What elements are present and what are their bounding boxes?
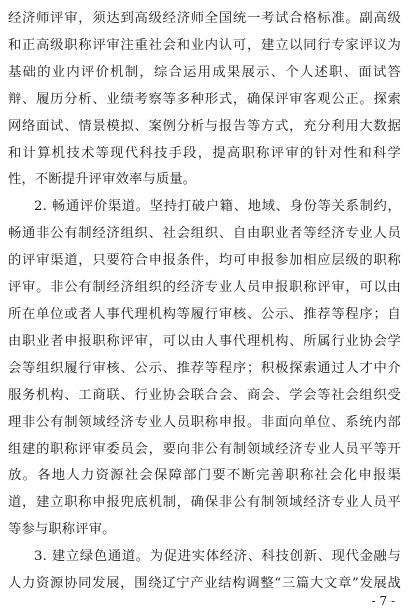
- text-line: 由职业者申报职称评审，可以由人事代理机构、所属行业协会学: [8, 333, 401, 349]
- paragraph-evaluation-channels: [8, 194, 401, 544]
- text-line: 和正高级职称评审注重社会和业内认可，建立以同行专家评议为: [8, 37, 401, 53]
- text-line: 道，建立职称申报兜底机制，确保非公有制领域经济专业人员平: [8, 495, 401, 511]
- text-line: 所在单位或者人事代理机构等履行审核、公示、推荐等程序；自: [8, 306, 401, 322]
- text-line: 理非公有制领域经济专业人员职称申报。非面向单位、系统内部: [8, 414, 401, 430]
- text-line: 等参与职称评审。: [8, 522, 116, 538]
- text-line: 3. 建立绿色通道。为促进实体经济、科技创新、现代金融与: [34, 549, 401, 565]
- text-line: 会等组织履行审核、公示、推荐等程序；积极探索通过人才中介: [8, 360, 401, 376]
- text-line: 性，不断提升评审效率与质量。: [8, 172, 197, 188]
- page-number: - 7 -: [371, 594, 395, 608]
- text-line: 服务机构、工商联、行业协会联合会、商会、学会等社会组织受: [8, 387, 401, 403]
- text-line: 和计算机技术等现代科技手段，提高职称评审的针对性和科学: [8, 145, 401, 161]
- paragraph-green-channel: [8, 544, 401, 598]
- text-line: 经济师评审，须达到高级经济师全国统一考试合格标准。副高级: [8, 11, 401, 26]
- text-line: 畅通非公有制经济组织、社会组织、自由职业者等经济专业人员: [8, 226, 401, 242]
- text-line: 网络面试、情景模拟、案例分析与报告等方式，充分利用大数据: [8, 118, 401, 134]
- text-line: 评审。非公有制经济组织的经济专业人员申报职称评审，可以由: [8, 280, 401, 296]
- document-page: [8, 6, 401, 598]
- text-line: 组建的职称评审委员会，要向非公有制领域经济专业人员平等开: [8, 441, 401, 457]
- paragraph-evaluation-methods: [8, 6, 401, 194]
- text-line: 的评审渠道，只要符合申报条件，均可申报参加相应层级的职称: [8, 253, 401, 269]
- text-line: 2. 畅通评价渠道。坚持打破户籍、地域、身份等关系制约，: [34, 199, 401, 215]
- text-line: 基础的业内评价机制，综合运用成果展示、个人述职、面试答: [8, 64, 401, 80]
- text-line: 放。各地人力资源社会保障部门要不断完善职称社会化申报渠: [8, 468, 401, 484]
- text-line: 人力资源协同发展，围绕辽宁产业结构调整“三篇大文章”发展战: [8, 576, 401, 592]
- text-line: 辩、履历分析、业绩考察等多种形式，确保评审客观公正。探索: [8, 91, 401, 107]
